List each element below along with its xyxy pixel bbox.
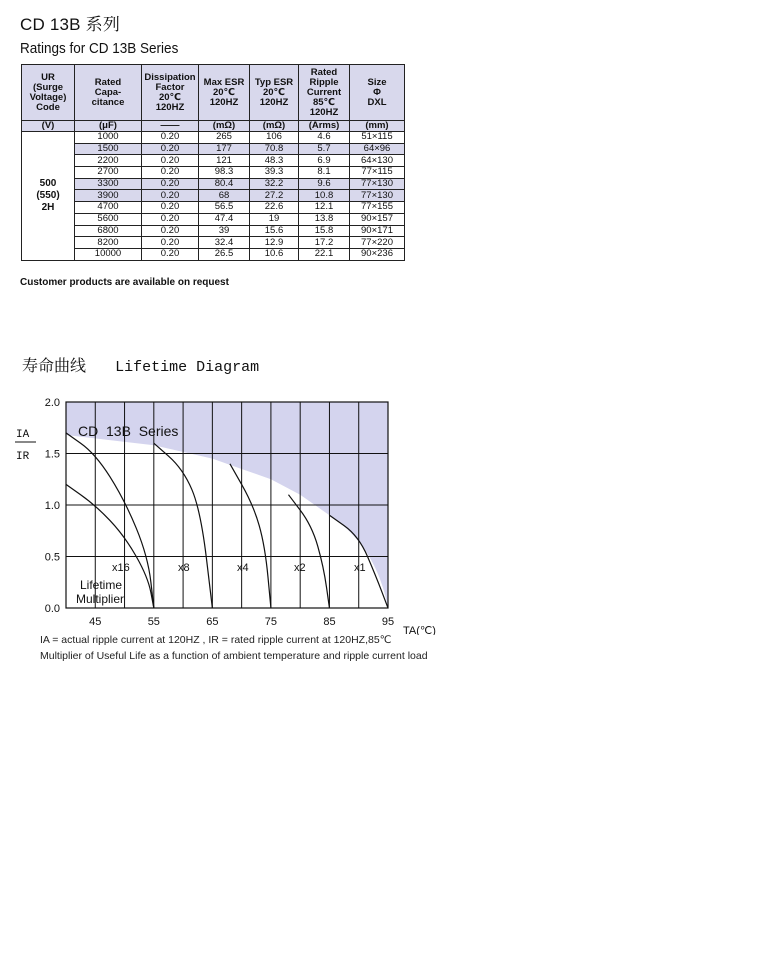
lifetime-diagram [0, 390, 460, 635]
table-cell: 10000 [75, 248, 142, 260]
column-header-line: DXL [367, 96, 387, 108]
x-tick-label: 45 [89, 616, 102, 628]
column-header-line: Code [36, 101, 60, 113]
table-cell: 90×157 [350, 213, 405, 225]
table-cell: 56.5 [199, 202, 250, 214]
column-header [75, 65, 142, 121]
table-cell: 1500 [75, 143, 142, 155]
column-header-line: 85℃ [312, 96, 336, 108]
table-cell: 90×171 [350, 225, 405, 237]
table-cell: 47.4 [199, 213, 250, 225]
unit-cell: (Arms) [299, 121, 350, 132]
column-header [142, 65, 199, 121]
table-cell: 80.4 [199, 178, 250, 190]
table-cell: 77×130 [350, 190, 405, 202]
table-cell: 0.20 [142, 132, 199, 144]
availability-note: Customer products are available on request [20, 277, 229, 288]
table-cell: 8.1 [299, 167, 350, 179]
table-cell: 1000 [75, 132, 142, 144]
table-cell: 70.8 [250, 143, 299, 155]
table-cell: 39.3 [250, 167, 299, 179]
column-header-line: 120HZ [209, 96, 239, 108]
table-row [22, 178, 405, 190]
column-header-line: Typ ESR [254, 76, 294, 88]
table-row [22, 213, 405, 225]
x-axis-label: TA(℃) [403, 625, 436, 635]
table-cell: 10.8 [299, 190, 350, 202]
table-cell: 0.20 [142, 155, 199, 167]
table-cell: 6800 [75, 225, 142, 237]
x-tick-label: 55 [147, 616, 160, 628]
table-cell: 98.3 [199, 167, 250, 179]
caption-multiplier: Multiplier of Useful Life as a function of ambient temperature and ripple current load [40, 650, 428, 662]
y-tick-label: 0.0 [44, 603, 60, 615]
table-cell: 68 [199, 190, 250, 202]
table-cell: 0.20 [142, 213, 199, 225]
column-header-line: 120HZ [155, 101, 185, 113]
table-cell: 0.20 [142, 167, 199, 179]
table-cell: 0.20 [142, 190, 199, 202]
table-row [22, 155, 405, 167]
table-cell: 4.6 [299, 132, 350, 144]
table-cell: 0.20 [142, 225, 199, 237]
table-cell: 12.1 [299, 202, 350, 214]
unit-cell: (mΩ) [250, 121, 299, 132]
table-cell: 177 [199, 143, 250, 155]
lifetime-label-line2: Multiplier [76, 592, 125, 606]
table-cell: 26.5 [199, 248, 250, 260]
y-axis-label-top: IA [16, 429, 30, 441]
table-cell: 5600 [75, 213, 142, 225]
table-cell: 27.2 [250, 190, 299, 202]
column-header-line: 20℃ [158, 91, 182, 103]
table-row [22, 225, 405, 237]
column-header-line: Capa- [94, 86, 122, 98]
multiplier-label-x2: x2 [294, 562, 306, 574]
table-cell: 64×130 [350, 155, 405, 167]
table-cell: 32.4 [199, 237, 250, 249]
column-header [22, 65, 75, 121]
column-header-line: Current [306, 86, 342, 98]
table-cell: 22.1 [299, 248, 350, 260]
column-header [250, 65, 299, 121]
table-cell: 77×220 [350, 237, 405, 249]
table-row [22, 143, 405, 155]
column-header-line: Ripple [309, 76, 339, 88]
table-cell: 51×115 [350, 132, 405, 144]
table-row [22, 237, 405, 249]
table-cell: 10.6 [250, 248, 299, 260]
voltage-code-line: (550) [36, 189, 60, 201]
x-tick-label: 75 [264, 616, 278, 628]
y-tick-label: 0.5 [44, 551, 60, 564]
table-cell: 265 [199, 132, 250, 144]
lifetime-title-cn: 寿命曲线 [22, 356, 87, 375]
table-cell: 12.9 [250, 237, 299, 249]
table-cell: 15.8 [299, 225, 350, 237]
multiplier-label-x1: x1 [354, 562, 366, 574]
table-cell: 22.6 [250, 202, 299, 214]
table-cell: 13.8 [299, 213, 350, 225]
table-cell: 77×130 [350, 178, 405, 190]
voltage-code-cell [22, 132, 75, 261]
ratings-title: Ratings for CD 13B Series [20, 40, 179, 57]
table-cell: 2700 [75, 167, 142, 179]
table-cell: 3300 [75, 178, 142, 190]
unit-cell: (mΩ) [199, 121, 250, 132]
column-header-line: Rated [310, 66, 338, 78]
table-cell: 19 [250, 213, 299, 225]
table-cell: 77×115 [350, 167, 405, 179]
column-header-line: 120HZ [309, 106, 339, 118]
voltage-code-line: 2H [41, 201, 55, 213]
y-axis-label-bottom: IR [16, 451, 30, 463]
table-cell: 0.20 [142, 202, 199, 214]
ratings-table-body [22, 132, 405, 261]
table-row [22, 190, 405, 202]
table-cell: 90×236 [350, 248, 405, 260]
table-cell: 64×96 [350, 143, 405, 155]
y-tick-label: 1.0 [44, 500, 60, 512]
table-cell: 77×155 [350, 202, 405, 214]
column-header-line: (Surge [32, 81, 64, 93]
table-cell: 2200 [75, 155, 142, 167]
lifetime-label-line1: Lifetime [80, 578, 123, 592]
life-curve-x4 [230, 464, 271, 608]
ratings-table-header [22, 65, 405, 132]
table-cell: 32.2 [250, 178, 299, 190]
unit-cell: —— [142, 121, 199, 132]
table-cell: 0.20 [142, 178, 199, 190]
column-header-line: Voltage) [29, 91, 67, 103]
column-header-line: 20℃ [212, 86, 236, 98]
column-header-line: Rated [94, 76, 122, 88]
column-header-line: Size [367, 76, 387, 88]
ratings-table [21, 64, 405, 261]
table-cell: 9.6 [299, 178, 350, 190]
table-cell: 0.20 [142, 237, 199, 249]
table-cell: 121 [199, 155, 250, 167]
caption-ripple-definition: IA = actual ripple current at 120HZ , IR = rated ripple current at 120HZ,85℃ [40, 634, 392, 646]
unit-cell: (mm) [350, 121, 405, 132]
table-row [22, 167, 405, 179]
table-cell: 5.7 [299, 143, 350, 155]
multiplier-label-x8: x8 [178, 562, 190, 574]
table-cell: 39 [199, 225, 250, 237]
column-header-line: UR [41, 71, 55, 83]
table-cell: 4700 [75, 202, 142, 214]
table-cell: 0.20 [142, 248, 199, 260]
column-header [199, 65, 250, 121]
column-header-line: Max ESR [203, 76, 245, 88]
x-tick-label: 95 [381, 616, 395, 628]
table-cell: 6.9 [299, 155, 350, 167]
x-tick-label: 85 [323, 616, 336, 628]
table-cell: 8200 [75, 237, 142, 249]
lifetime-title [22, 353, 259, 376]
column-header-line: Dissipation [144, 71, 196, 83]
table-cell: 15.6 [250, 225, 299, 237]
y-tick-label: 2.0 [44, 397, 60, 409]
table-row [22, 248, 405, 260]
column-header [299, 65, 350, 121]
table-row [22, 202, 405, 214]
voltage-code-line: 500 [39, 177, 57, 189]
lifetime-title-en: Lifetime Diagram [115, 359, 260, 376]
table-row [22, 132, 405, 144]
table-cell: 17.2 [299, 237, 350, 249]
column-header-line: Factor [155, 81, 185, 93]
multiplier-label-x4: x4 [237, 562, 249, 574]
column-header-line: 20℃ [262, 86, 286, 98]
series-title: CD 13B 系列 [20, 15, 121, 34]
column-header-line: 120HZ [259, 96, 289, 108]
x-tick-label: 65 [206, 616, 219, 628]
y-tick-label: 1.5 [44, 448, 60, 461]
series-label: CD 13B Series [78, 423, 179, 439]
unit-cell: (μF) [75, 121, 142, 132]
table-cell: 106 [250, 132, 299, 144]
column-header [350, 65, 405, 121]
column-header-line: Φ [373, 86, 381, 98]
table-cell: 48.3 [250, 155, 299, 167]
multiplier-label-x16: x16 [112, 562, 130, 574]
column-header-line: citance [91, 96, 125, 108]
table-cell: 3900 [75, 190, 142, 202]
life-curve-x2 [288, 495, 329, 608]
table-cell: 0.20 [142, 143, 199, 155]
unit-cell: (V) [22, 121, 75, 132]
